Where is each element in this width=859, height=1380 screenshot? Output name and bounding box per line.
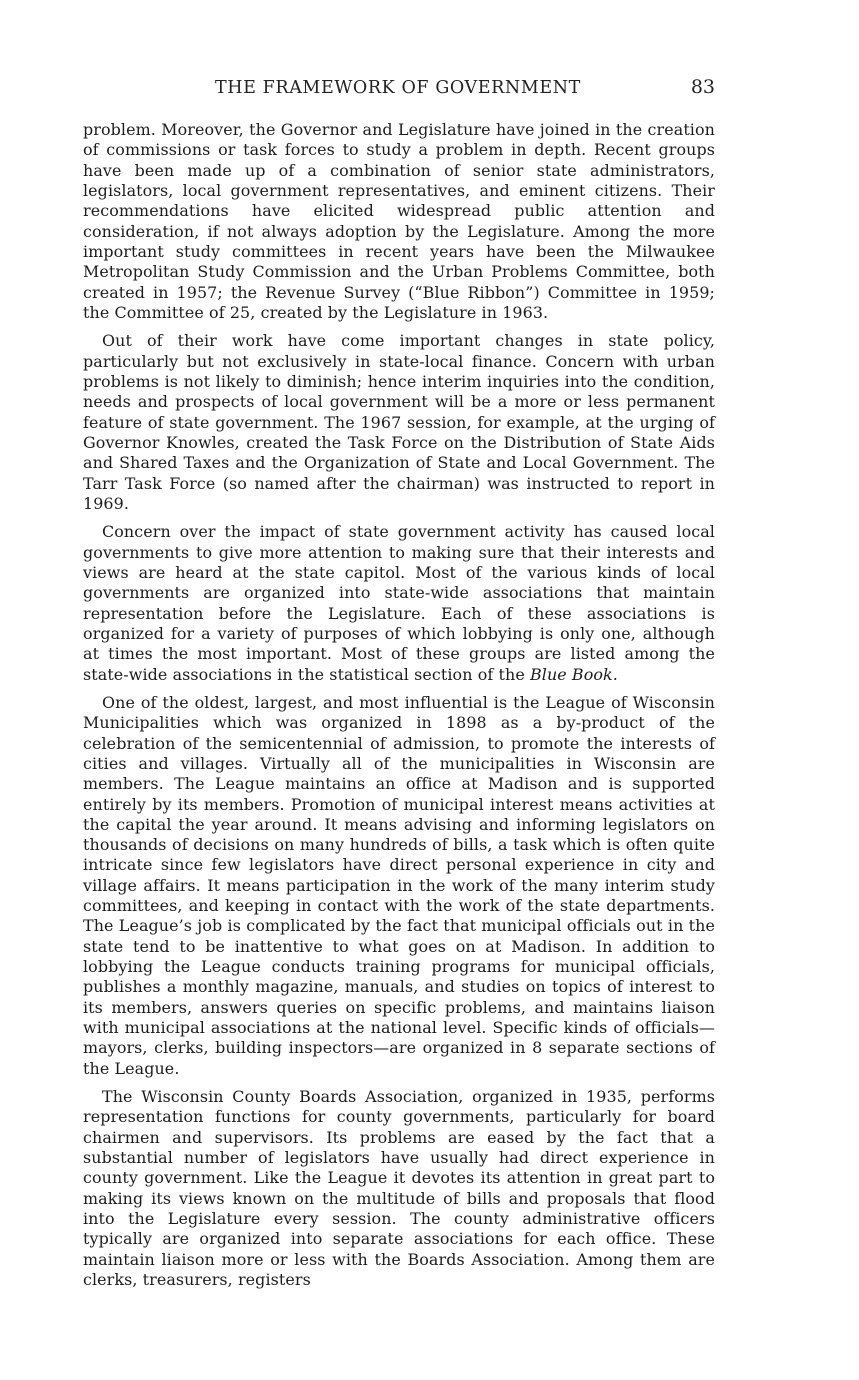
- paragraph-5: The Wisconsin County Boards Association, organized in 1935, performs representation functions for county governments, particularly for board chairmen and supervisors. Its problems are eased by the fact that a substantial number of legislators have usually had direct experience in county government. Like the League it devotes its attention in great part to making its views known on the multitude of bills and proposals that flood into the Legislature every session. The county administrative officers typically are organized into separate associations for each office. These maintain liaison more or less with the Boards Association. Among them are clerks, treasurers, registers: [83, 1087, 715, 1290]
- paragraph-4: One of the oldest, largest, and most influential is the League of Wisconsin Municipalities which was organized in 1898 as a by-product of the celebration of the semicentennial of admission, to promote the interests of cities and villages. Virtually all of the municipalities in Wisconsin are members. The League maintains an office at Madison and is supported entirely by its members. Promotion of municipal interest means activities at the capital the year around. It means advising and informing legislators on thousands of decisions on many hundreds of bills, a task which is often quite intricate since few legislators have direct personal experience in city and village affairs. It means participation in the work of the many interim study committees, and keeping in contact with the work of the state departments. The League’s job is complicated by the fact that municipal officials out in the state tend to be inattentive to what goes on at Madison. In addition to lobbying the League conducts training programs for municipal officials, publishes a monthly magazine, manuals, and studies on topics of interest to its members, answers queries on specific problems, and maintains liaison with municipal associations at the national level. Specific kinds of officials—mayors, clerks, building inspectors—are organized in 8 separate sections of the League.: [83, 692, 715, 1078]
- body-text: [83, 120, 715, 1290]
- paragraph-3: [83, 522, 715, 685]
- running-header: [83, 74, 715, 106]
- paragraph-1: problem. Moreover, the Governor and Legislature have joined in the creation of commissions or task forces to study a problem in depth. Recent groups have been made up of a combination of senior state administrators, legislators, local government representatives, and eminent citizens. Their recommendations have elicited widespread public attention and consideration, if not always adoption by the Legislature. Among the more important study committees in recent years have been the Milwaukee Metropolitan Study Commission and the Urban Problems Committee, both created in 1957; the Revenue Survey (“Blue Ribbon”) Committee in 1959; the Committee of 25, created by the Legislature in 1963.: [83, 120, 715, 322]
- blue-book-title: Blue Book.: [529, 664, 618, 684]
- paragraph-2: Out of their work have come important changes in state policy, particularly but not exclusively in state-local finance. Concern with urban problems is not likely to diminish; hence interim inquiries into the condition, needs and prospects of local government will be a more or less permanent feature of state government. The 1967 session, for example, at the urging of Governor Knowles, created the Task Force on the Distribution of State Aids and Shared Taxes and the Organization of State and Local Government. The Tarr Task Force (so named after the chairman) was instructed to report in 1969.: [83, 331, 715, 513]
- book-page: [83, 74, 715, 1298]
- page-number: 83: [690, 76, 715, 98]
- paragraph-3-text: Concern over the impact of state government activity has caused local governments to give more attention to making sure that their interests and views are heard at the state capitol. Most of the various kinds of local governments are organized into state-wide associations that maintain representation before the Legislature. Each of these associations is organized for a variety of purposes of which lobbying is only one, although at times the most important. Most of these groups are listed among the state-wide associations in the statistical section of the: [83, 522, 715, 684]
- chapter-title: THE FRAMEWORK OF GOVERNMENT: [215, 78, 581, 98]
